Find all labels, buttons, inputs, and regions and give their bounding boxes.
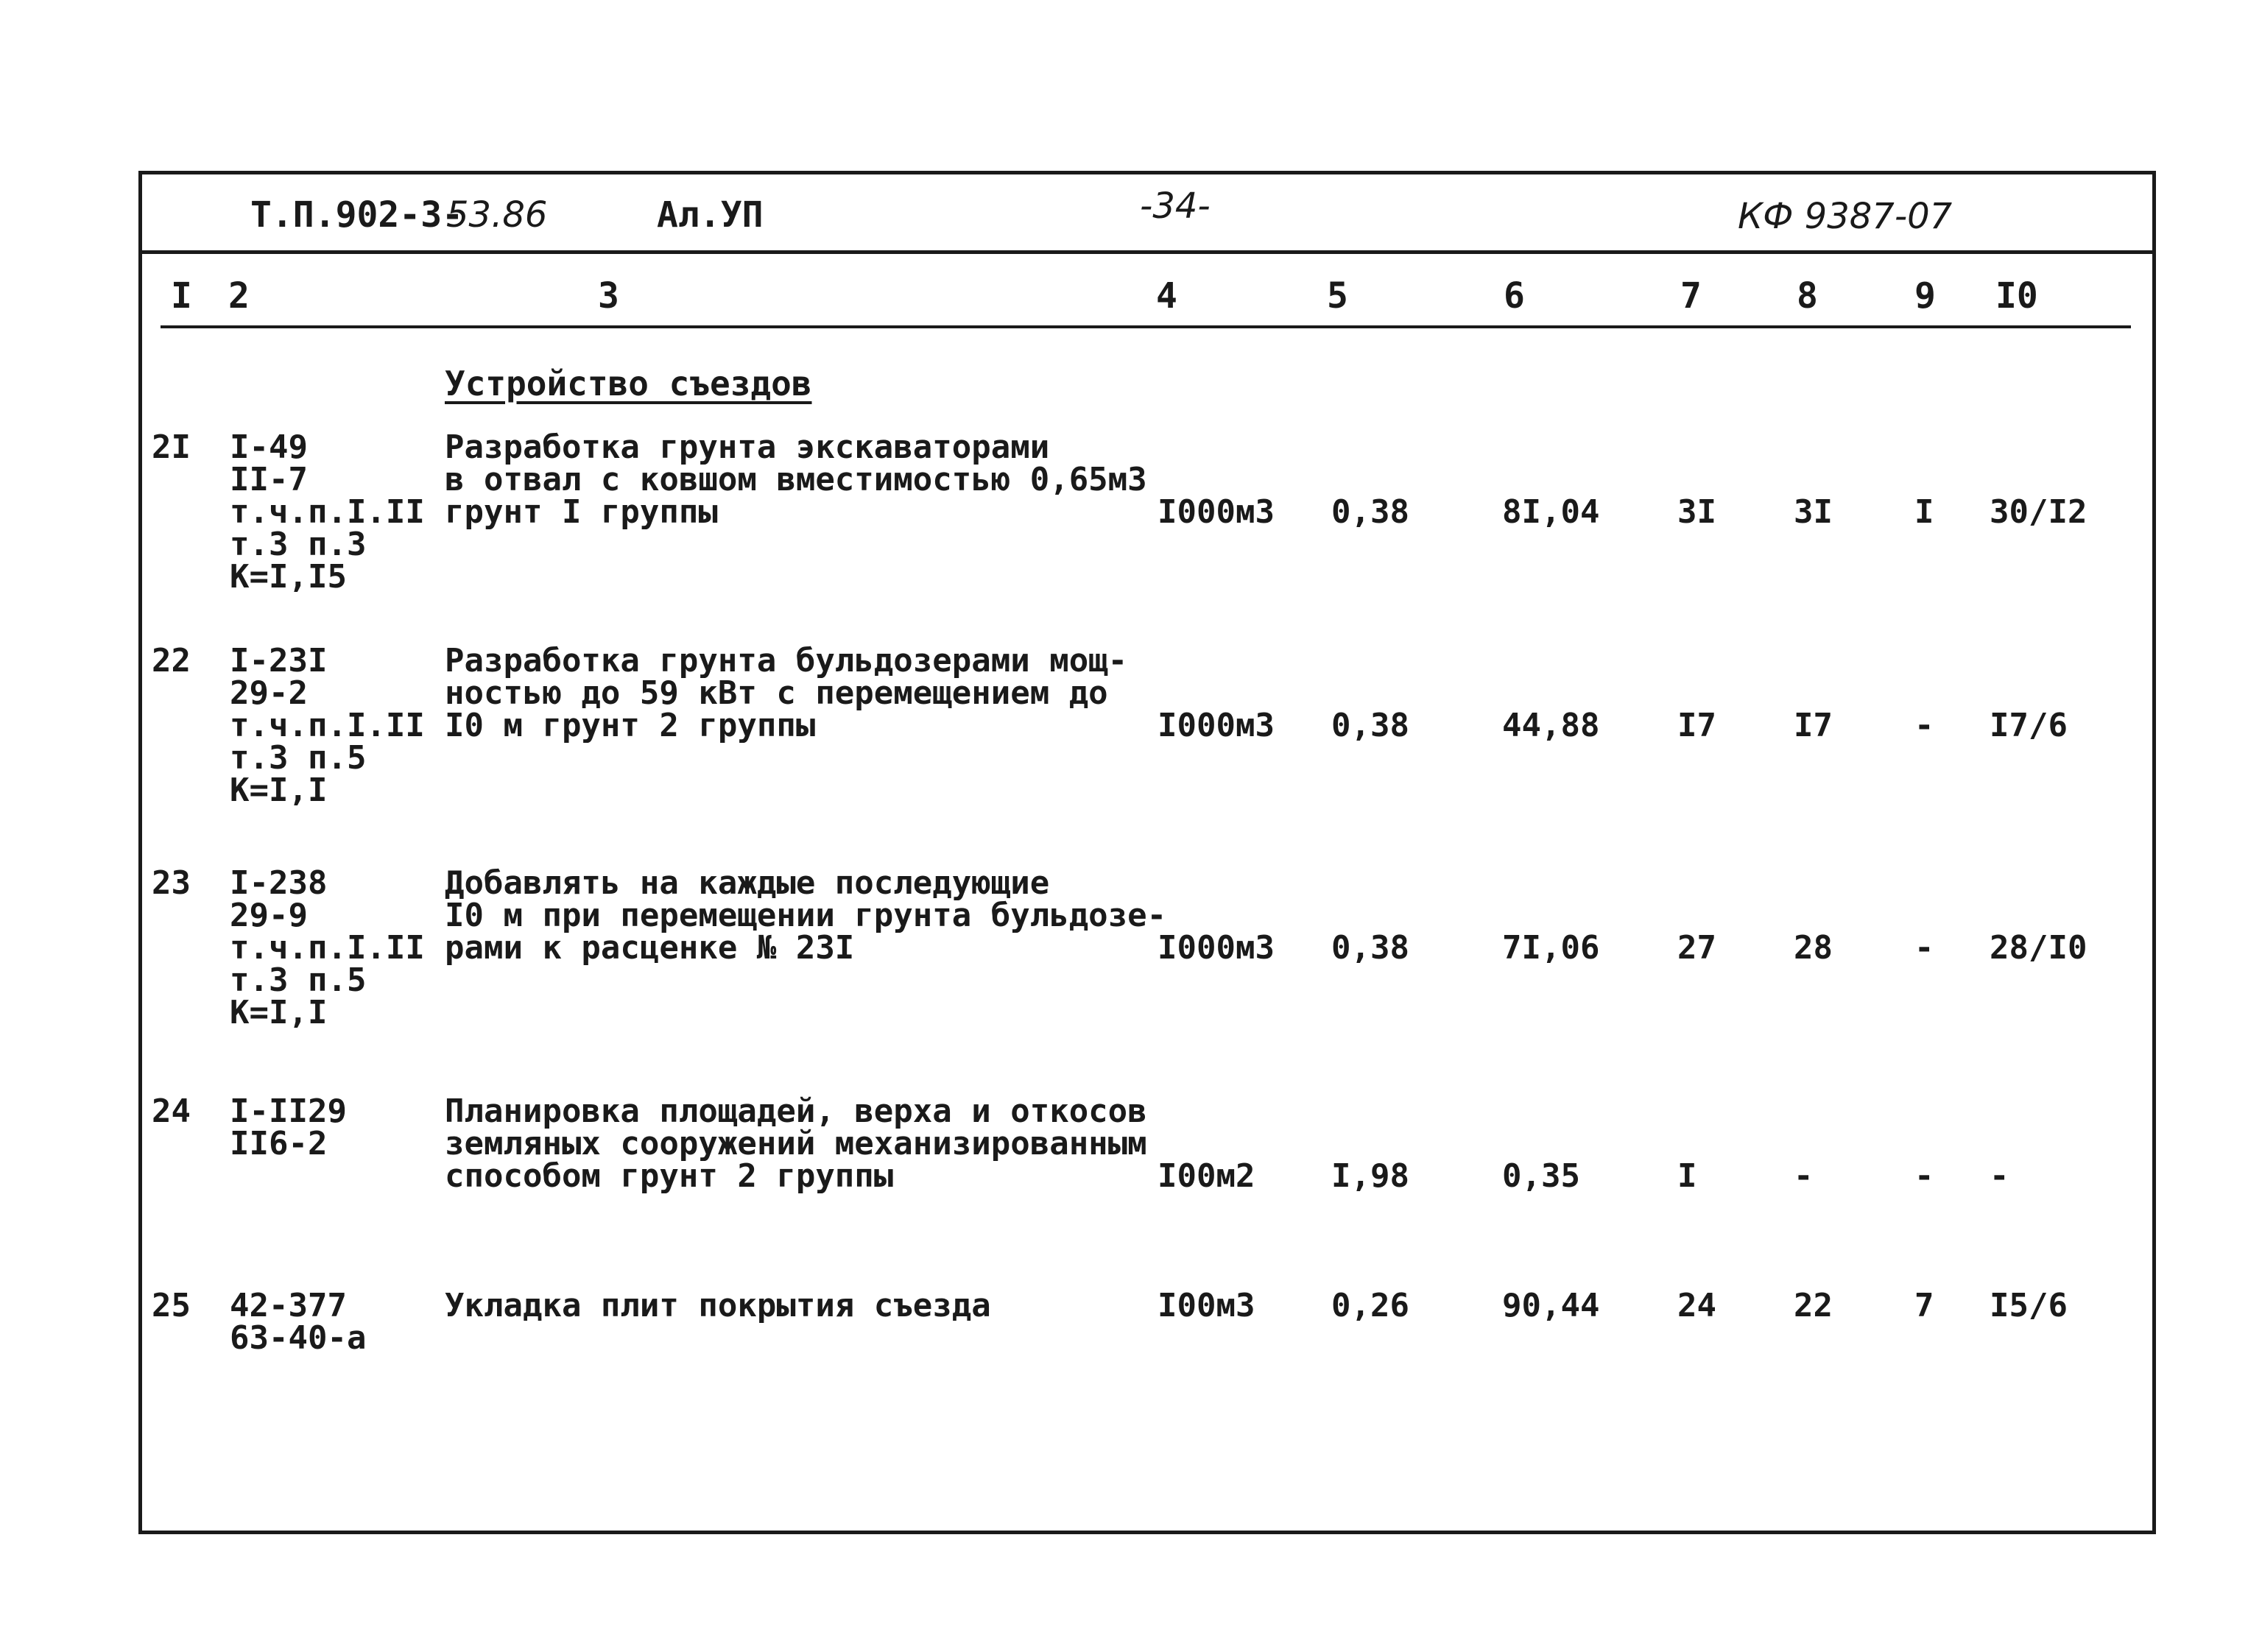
description-line: Укладка плит покрытия съезда <box>445 1287 991 1324</box>
code-line: К=I,I <box>230 772 328 809</box>
code-line: К=I,I5 <box>230 558 347 596</box>
row-number: 25 <box>152 1287 191 1324</box>
col7-value: I7 <box>1677 707 1716 744</box>
code-line: I-49 <box>230 428 308 466</box>
col9-value: - <box>1914 707 1934 744</box>
col6-value: 44,88 <box>1502 707 1600 744</box>
row-number: 23 <box>152 864 191 902</box>
header-divider <box>138 250 2156 254</box>
description-line: Добавлять на каждые последующие <box>445 864 1050 902</box>
section-title: Устройство съездов <box>445 364 812 403</box>
col9-value: - <box>1914 929 1934 967</box>
col6-value: 8I,04 <box>1502 493 1600 531</box>
code-line: т.ч.п.I.II <box>230 707 425 744</box>
code-line: II-7 <box>230 461 308 498</box>
col8-value: 3I <box>1794 493 1833 531</box>
row-number: 22 <box>152 642 191 679</box>
column-header-divider <box>161 325 2131 328</box>
description-line: Разработка грунта бульдозерами мощ- <box>445 642 1128 679</box>
unit: I00м2 <box>1158 1157 1255 1195</box>
col-num-5: 5 <box>1327 275 1348 317</box>
row-number: 2I <box>152 428 191 466</box>
doc-code-handwritten: 53.86 <box>446 194 548 236</box>
description-line: грунт I группы <box>445 493 718 531</box>
code-line: т.ч.п.I.II <box>230 929 425 967</box>
col8-value: 28 <box>1794 929 1833 967</box>
code-line: 42-377 <box>230 1287 347 1324</box>
archive-number: КФ 9387-07 <box>1738 196 1953 237</box>
col10-value: - <box>1990 1157 2009 1195</box>
col-num-6: 6 <box>1504 275 1525 317</box>
col-num-7: 7 <box>1680 275 1702 317</box>
description-line: способом грунт 2 группы <box>445 1157 894 1195</box>
unit: I000м3 <box>1158 929 1275 967</box>
col9-value: - <box>1914 1157 1934 1195</box>
col6-value: 0,35 <box>1502 1157 1580 1195</box>
table-sheet <box>138 171 2156 1534</box>
description-line: Разработка грунта экскаваторами <box>445 428 1050 466</box>
col8-value: 22 <box>1794 1287 1833 1324</box>
unit: I000м3 <box>1158 493 1275 531</box>
page-number: -34- <box>1140 186 1211 227</box>
description-line: земляных сооружений механизированным <box>445 1125 1147 1162</box>
col-num-9: 9 <box>1914 275 1936 317</box>
col-num-2: 2 <box>228 275 250 317</box>
quantity: 0,26 <box>1331 1287 1409 1324</box>
col6-value: 7I,06 <box>1502 929 1600 967</box>
quantity: 0,38 <box>1331 929 1409 967</box>
col7-value: 27 <box>1677 929 1716 967</box>
description-line: ностью до 59 кВт с перемещением до <box>445 674 1108 712</box>
code-line: 63-40-а <box>230 1319 367 1357</box>
col-num-4: 4 <box>1156 275 1177 317</box>
col9-value: I <box>1914 493 1934 531</box>
col9-value: 7 <box>1914 1287 1934 1324</box>
col-num-10: I0 <box>1995 275 2038 317</box>
code-line: 29-9 <box>230 897 308 934</box>
row-number: 24 <box>152 1092 191 1130</box>
description-line: Планировка площадей, верха и откосов <box>445 1092 1147 1130</box>
description-line: I0 м при перемещении грунта бульдозе- <box>445 897 1167 934</box>
col7-value: 3I <box>1677 493 1716 531</box>
code-line: т.3 п.5 <box>230 739 367 777</box>
description-line: в отвал с ковшом вместимостью 0,65м3 <box>445 461 1147 498</box>
doc-code: Т.П.902-3- <box>250 194 463 236</box>
code-line: II6-2 <box>230 1125 328 1162</box>
album-label: Ал.УП <box>657 194 764 236</box>
unit: I00м3 <box>1158 1287 1255 1324</box>
col10-value: 28/I0 <box>1990 929 2087 967</box>
unit: I000м3 <box>1158 707 1275 744</box>
description-line: рами к расценке № 23I <box>445 929 855 967</box>
col-num-1: I <box>171 275 192 317</box>
code-line: I-238 <box>230 864 328 902</box>
col10-value: I7/6 <box>1990 707 2068 744</box>
code-line: I-23I <box>230 642 328 679</box>
code-line: т.3 п.3 <box>230 526 367 563</box>
col-num-3: 3 <box>598 275 619 317</box>
col7-value: 24 <box>1677 1287 1716 1324</box>
code-line: I-II29 <box>230 1092 347 1130</box>
col6-value: 90,44 <box>1502 1287 1600 1324</box>
quantity: I,98 <box>1331 1157 1409 1195</box>
description-line: I0 м грунт 2 группы <box>445 707 816 744</box>
col8-value: I7 <box>1794 707 1833 744</box>
code-line: т.3 п.5 <box>230 961 367 999</box>
code-line: т.ч.п.I.II <box>230 493 425 531</box>
col7-value: I <box>1677 1157 1697 1195</box>
code-line: 29-2 <box>230 674 308 712</box>
col8-value: - <box>1794 1157 1814 1195</box>
col10-value: 30/I2 <box>1990 493 2087 531</box>
col10-value: I5/6 <box>1990 1287 2068 1324</box>
col-num-8: 8 <box>1797 275 1818 317</box>
code-line: К=I,I <box>230 994 328 1031</box>
quantity: 0,38 <box>1331 493 1409 531</box>
quantity: 0,38 <box>1331 707 1409 744</box>
